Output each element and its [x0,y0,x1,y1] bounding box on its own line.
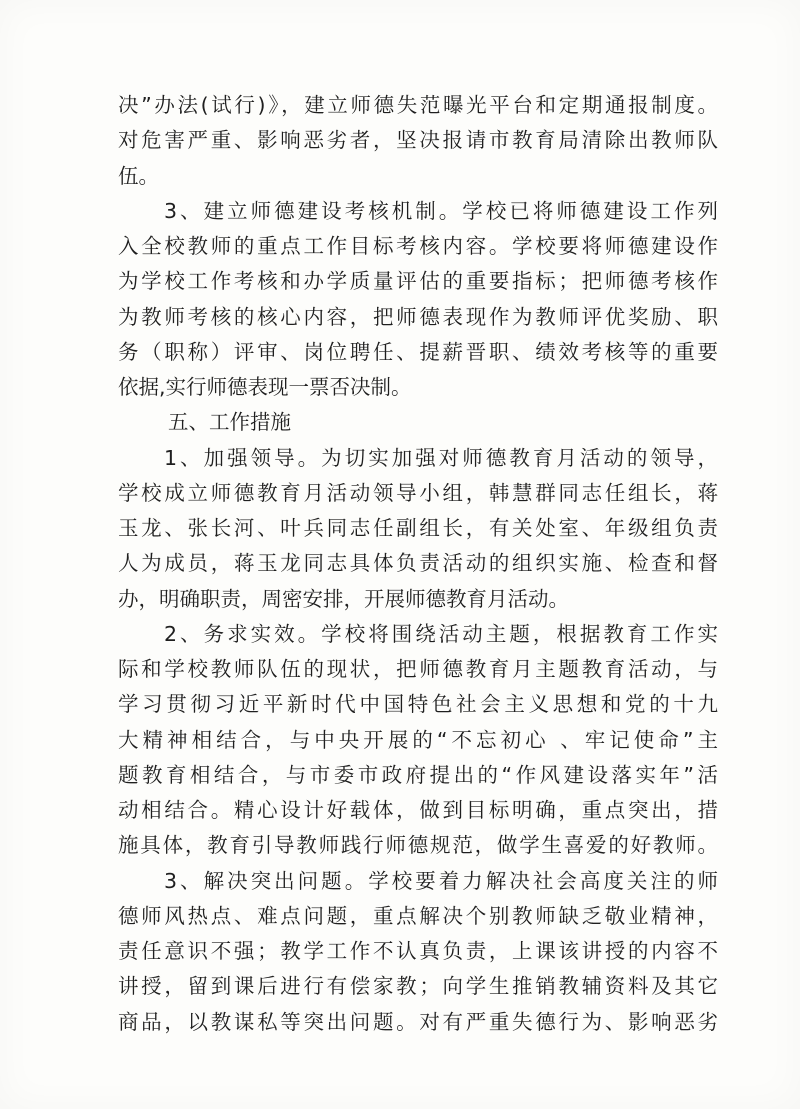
text-line: 办，明确职责，周密安排，开展师德教育月活动。 [118,586,569,611]
text-line: 2、务求实效。学校将围绕活动主题，根据教育工作实 [164,621,718,646]
text-line: 务（职称）评审、岗位聘任、提薪晋职、绩效考核等的重要 [118,339,718,364]
text-line: 大精神相结合，与中央开展的“不忘初心 、牢记使命”主 [118,727,718,752]
text-line: 德师风热点、难点问题，重点解决个别教师缺乏敬业精神， [118,903,718,928]
text-line: 1、加强领导。为切实加强对师德教育月活动的领导， [164,445,718,470]
text-line: 依据,实行师德表现一票否决制。 [118,375,412,399]
text-line: 题教育相结合，与市委市政府提出的“作风建设落实年”活 [118,762,718,787]
text-line: 玉龙、张长河、叶兵同志任副组长，有关处室、年级组负责 [118,516,718,540]
text-line: 商品，以教谋私等突出问题。对有严重失德行为、影响恶劣 [118,1009,718,1034]
text-line: 动相结合。精心设计好载体，做到目标明确，重点突出，措 [118,798,718,822]
text-line: 为学校工作考核和办学质量评估的重要指标；把师德考核作 [118,269,718,294]
text-line: 对危害严重、影响恶劣者，坚决报请市教育局清除出教师队 [118,128,718,153]
text-line: 人为成员，蒋玉龙同志具体负责活动的组织实施、检查和督 [118,551,718,576]
text-line: 施具体，教育引导教师践行师德规范，做学生喜爱的好教师。 [118,833,718,858]
text-line: 际和学校教师队伍的现状，把师德教育月主题教育活动，与 [118,657,718,681]
text-line: 学校成立师德教育月活动领导小组，韩慧群同志任组长，蒋 [118,480,718,505]
section-heading: 五、工作措施 [168,410,291,435]
text-line: 3、解决突出问题。学校要着力解决社会高度关注的师 [164,868,718,893]
text-line: 学习贯彻习近平新时代中国特色社会主义思想和党的十九 [118,692,718,717]
text-line: 决”办法(试行)》，建立师德失范曝光平台和定期通报制度。 [118,93,718,117]
text-line: 为教师考核的核心内容，把师德表现作为教师评优奖励、职 [118,304,718,329]
text-line: 讲授，留到课后进行有偿家教；向学生推销教辅资料及其它 [118,974,718,999]
document-body [118,88,718,1040]
text-line: 入全校教师的重点工作目标考核内容。学校要将师德建设作 [118,234,718,258]
text-line: 责任意识不强；教学工作不认真负责，上课该讲授的内容不 [118,939,718,963]
text-line: 伍。 [118,163,159,188]
text-line: 3、建立师德建设考核机制。学校已将师德建设工作列 [164,198,718,223]
